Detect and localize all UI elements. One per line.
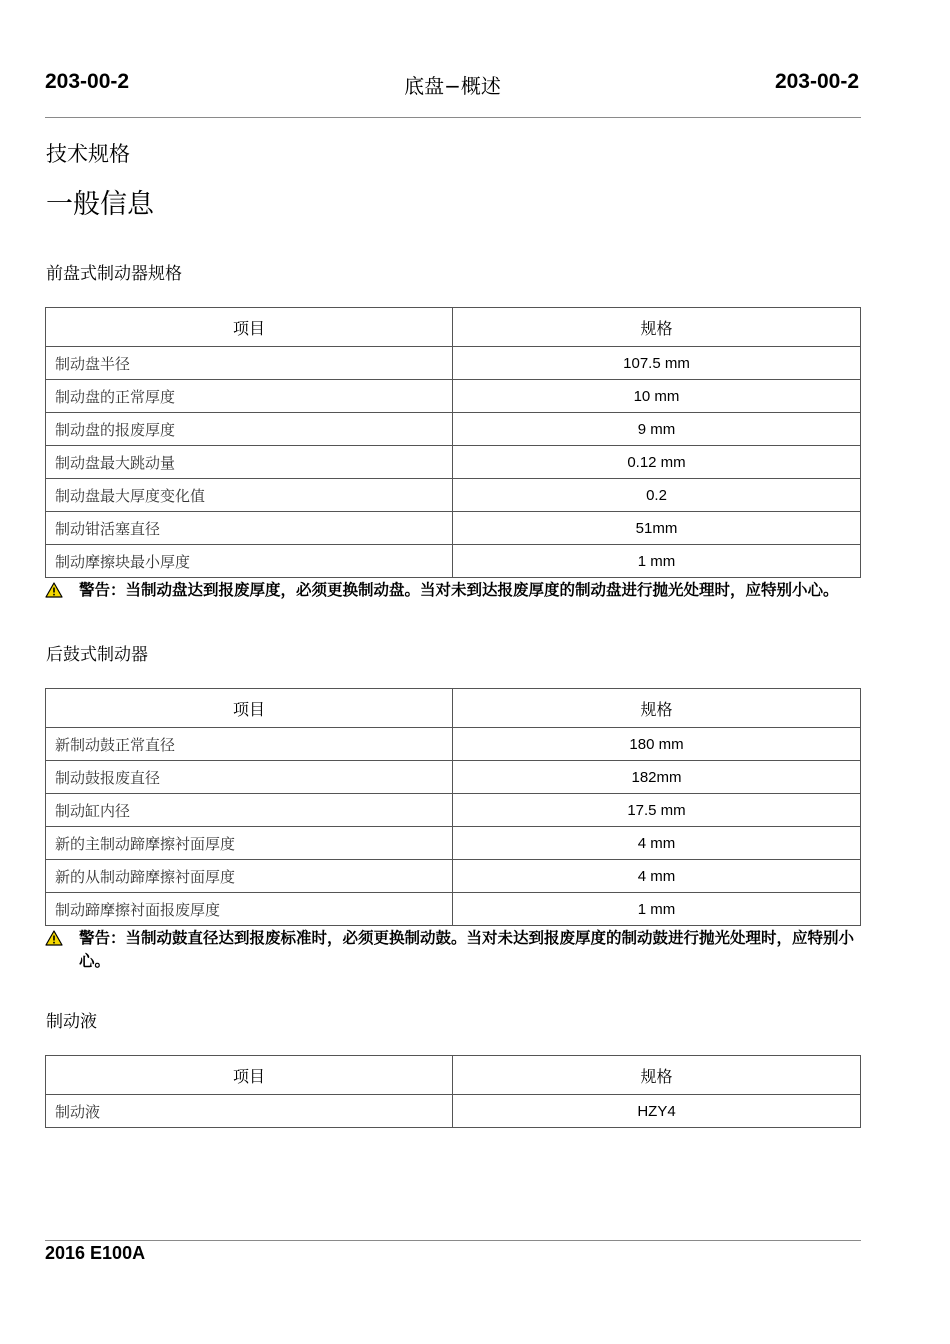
warning-triangle-icon xyxy=(45,930,63,946)
table-row xyxy=(46,347,861,380)
page-header-title: 底盘−概述 xyxy=(404,74,501,98)
row-spec: 0.12 mm xyxy=(453,446,861,479)
row-spec: 4 mm xyxy=(453,827,861,860)
table-row xyxy=(46,893,861,926)
row-item: 制动钳活塞直径 xyxy=(46,512,453,545)
row-spec: 1 mm xyxy=(453,545,861,578)
warning-text: 警告：当制动盘达到报废厚度，必须更换制动盘。当对未到达报废厚度的制动盘进行抛光处理时，应特别小心。 xyxy=(79,581,839,599)
column-header-spec: 规格 xyxy=(453,689,861,728)
table-row xyxy=(46,860,861,893)
column-header-item: 项目 xyxy=(46,1056,453,1095)
row-spec: 107.5 mm xyxy=(453,347,861,380)
brake-fluid-table xyxy=(45,1055,861,1128)
table-header-row xyxy=(46,308,861,347)
row-spec: 51mm xyxy=(453,512,861,545)
row-spec: 180 mm xyxy=(453,728,861,761)
front-brake-heading: 前盘式制动器规格 xyxy=(46,264,182,284)
table-row xyxy=(46,827,861,860)
table-row xyxy=(46,761,861,794)
row-item: 制动盘最大跳动量 xyxy=(46,446,453,479)
row-item: 新的从制动蹄摩擦衬面厚度 xyxy=(46,860,453,893)
row-spec: 182mm xyxy=(453,761,861,794)
column-header-item: 项目 xyxy=(46,308,453,347)
table-row xyxy=(46,545,861,578)
warning-triangle-icon xyxy=(45,582,63,598)
row-item: 制动盘的报废厚度 xyxy=(46,413,453,446)
table-row xyxy=(46,1095,861,1128)
table-row xyxy=(46,512,861,545)
row-item: 新制动鼓正常直径 xyxy=(46,728,453,761)
page-number-left: 203-00-2 xyxy=(45,70,130,93)
footer-divider xyxy=(45,1240,861,1241)
row-item: 制动液 xyxy=(46,1095,453,1128)
table-header-row xyxy=(46,689,861,728)
row-spec: 0.2 xyxy=(453,479,861,512)
rear-brake-warning xyxy=(45,927,861,973)
table-row xyxy=(46,794,861,827)
row-spec: 17.5 mm xyxy=(453,794,861,827)
front-brake-warning xyxy=(45,579,861,602)
table-row xyxy=(46,728,861,761)
table-row xyxy=(46,446,861,479)
row-item: 制动蹄摩擦衬面报废厚度 xyxy=(46,893,453,926)
table-row xyxy=(46,413,861,446)
row-spec: 4 mm xyxy=(453,860,861,893)
header-divider xyxy=(45,117,861,118)
table-row xyxy=(46,380,861,413)
section-subtitle: 一般信息 xyxy=(46,189,154,220)
row-item: 制动盘最大厚度变化值 xyxy=(46,479,453,512)
row-item: 制动盘半径 xyxy=(46,347,453,380)
brake-fluid-heading: 制动液 xyxy=(46,1012,97,1032)
warning-text: 警告：当制动鼓直径达到报废标准时，必须更换制动鼓。当对未达到报废厚度的制动鼓进行抛光处理时，应特别小心。 xyxy=(79,929,855,970)
column-header-spec: 规格 xyxy=(453,308,861,347)
table-header-row xyxy=(46,1056,861,1095)
section-title: 技术规格 xyxy=(46,142,130,166)
row-item: 新的主制动蹄摩擦衬面厚度 xyxy=(46,827,453,860)
front-brake-table xyxy=(45,307,861,578)
column-header-spec: 规格 xyxy=(453,1056,861,1095)
column-header-item: 项目 xyxy=(46,689,453,728)
row-item: 制动盘的正常厚度 xyxy=(46,380,453,413)
row-item: 制动摩擦块最小厚度 xyxy=(46,545,453,578)
row-spec: 9 mm xyxy=(453,413,861,446)
page-number-right: 203-00-2 xyxy=(774,70,859,93)
row-item: 制动缸内径 xyxy=(46,794,453,827)
rear-brake-heading: 后鼓式制动器 xyxy=(46,645,148,665)
row-item: 制动鼓报废直径 xyxy=(46,761,453,794)
rear-brake-table xyxy=(45,688,861,926)
table-row xyxy=(46,479,861,512)
row-spec: 1 mm xyxy=(453,893,861,926)
row-spec: 10 mm xyxy=(453,380,861,413)
footer-model: 2016 E100A xyxy=(45,1243,146,1263)
row-spec: HZY4 xyxy=(453,1095,861,1128)
